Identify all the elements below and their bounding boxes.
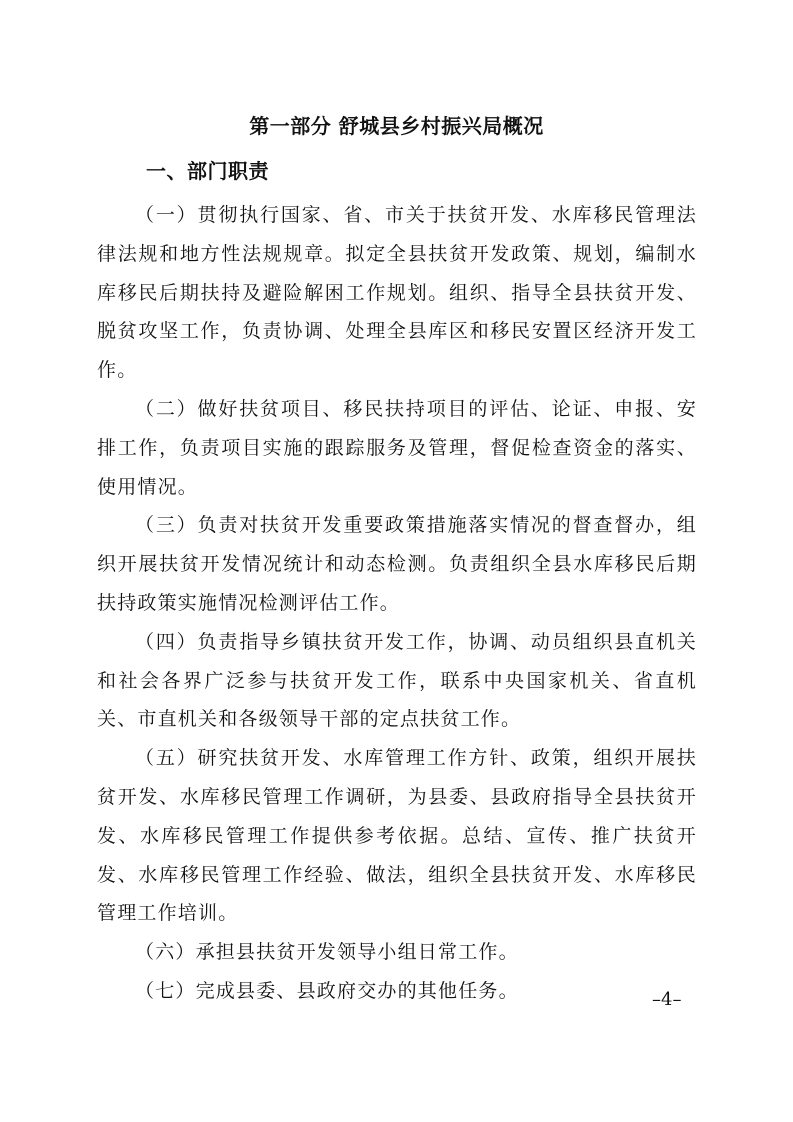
duty-paragraph-1: （一）贯彻执行国家、省、市关于扶贫开发、水库移民管理法律法规和地方性法规规章。拟定全县扶贫开发政策、规划，编制水库移民后期扶持及避险解困工作规划。组织、指导全县扶贫开发、脱贫攻坚工作，负责协调、处理全县库区和移民安置区经济开发工作。 (97, 204, 697, 382)
section-heading: 一、部门职责 (146, 159, 269, 183)
duty-paragraph-4: （四）负责指导乡镇扶贫开发工作，协调、动员组织县直机关和社会各界广泛参与扶贫开发工作，联系中央国家机关、省直机关、市直机关和各级领导干部的定点扶贫工作。 (97, 630, 697, 731)
duty-paragraph-6: （六）承担县扶贫开发领导小组日常工作。 (135, 941, 519, 964)
page-number: –4– (652, 989, 682, 1010)
duty-paragraph-2: （二）做好扶贫项目、移民扶持项目的评估、论证、申报、安排工作，负责项目实施的跟踪服务及管理，督促检查资金的落实、使用情况。 (97, 397, 697, 498)
page-title: 第一部分 舒城县乡村振兴局概况 (249, 114, 544, 138)
duty-paragraph-7: （七）完成县委、县政府交办的其他任务。 (135, 979, 519, 1002)
duty-paragraph-3: （三）负责对扶贫开发重要政策措施落实情况的督查督办，组织开展扶贫开发情况统计和动态检测。负责组织全县水库移民后期扶持政策实施情况检测评估工作。 (97, 514, 697, 614)
duty-paragraph-5: （五）研究扶贫开发、水库管理工作方针、政策，组织开展扶贫开发、水库移民管理工作调研，为县委、县政府指导全县扶贫开发、水库移民管理工作提供参考依据。总结、宣传、推广扶贫开发、水库移民管理工作经验、做法，组织全县扶贫开发、水库移民管理工作培训。 (97, 747, 697, 925)
body-text (97, 196, 697, 1011)
